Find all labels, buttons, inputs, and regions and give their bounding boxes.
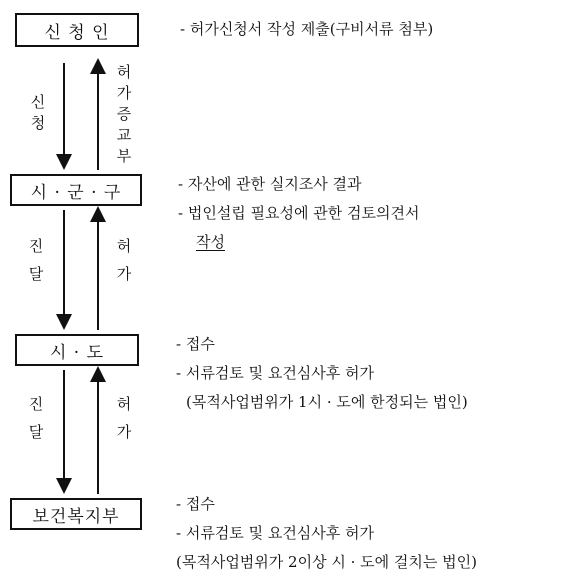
node-province <box>15 334 139 366</box>
edge-label-e3-up: 허 가 <box>116 395 132 441</box>
edge-label-e3-down: 진 달 <box>28 395 44 441</box>
desc-city-3: 작성 <box>196 233 225 251</box>
desc-ministry-3: (목적사업범위가 2이상 시 · 도에 걸치는 법인) <box>176 553 477 571</box>
desc-province-2: - 서류검토 및 요건심사후 허가 <box>176 364 375 382</box>
desc-applicant-1: - 허가신청서 작성 제출(구비서류 첨부) <box>180 20 434 38</box>
edge-label-e2-down: 진 달 <box>28 237 44 283</box>
node-province-label: 시 · 도 <box>49 342 105 363</box>
desc-city-2: - 법인설립 필요성에 관한 검토의견서 <box>178 204 420 222</box>
desc-province-1: - 접수 <box>176 335 215 353</box>
node-applicant <box>15 13 139 47</box>
edge-label-e1-up: 허 가 증 교 부 <box>116 63 132 165</box>
desc-ministry-2: - 서류검토 및 요건심사후 허가 <box>176 524 375 542</box>
node-city-label: 시 · 군 · 구 <box>30 182 122 203</box>
node-city <box>10 174 142 206</box>
edge-label-e1-down: 신 청 <box>30 93 46 132</box>
desc-ministry-1: - 접수 <box>176 495 215 513</box>
node-applicant-label: 신 청 인 <box>44 22 110 43</box>
edge-label-e2-up: 허 가 <box>116 237 132 283</box>
node-ministry-label: 보건복지부 <box>32 506 120 527</box>
desc-city-1: - 자산에 관한 실지조사 결과 <box>178 175 362 193</box>
node-ministry <box>10 498 142 530</box>
desc-province-3: (목적사업범위가 1시 · 도에 한정되는 법인) <box>186 393 468 411</box>
